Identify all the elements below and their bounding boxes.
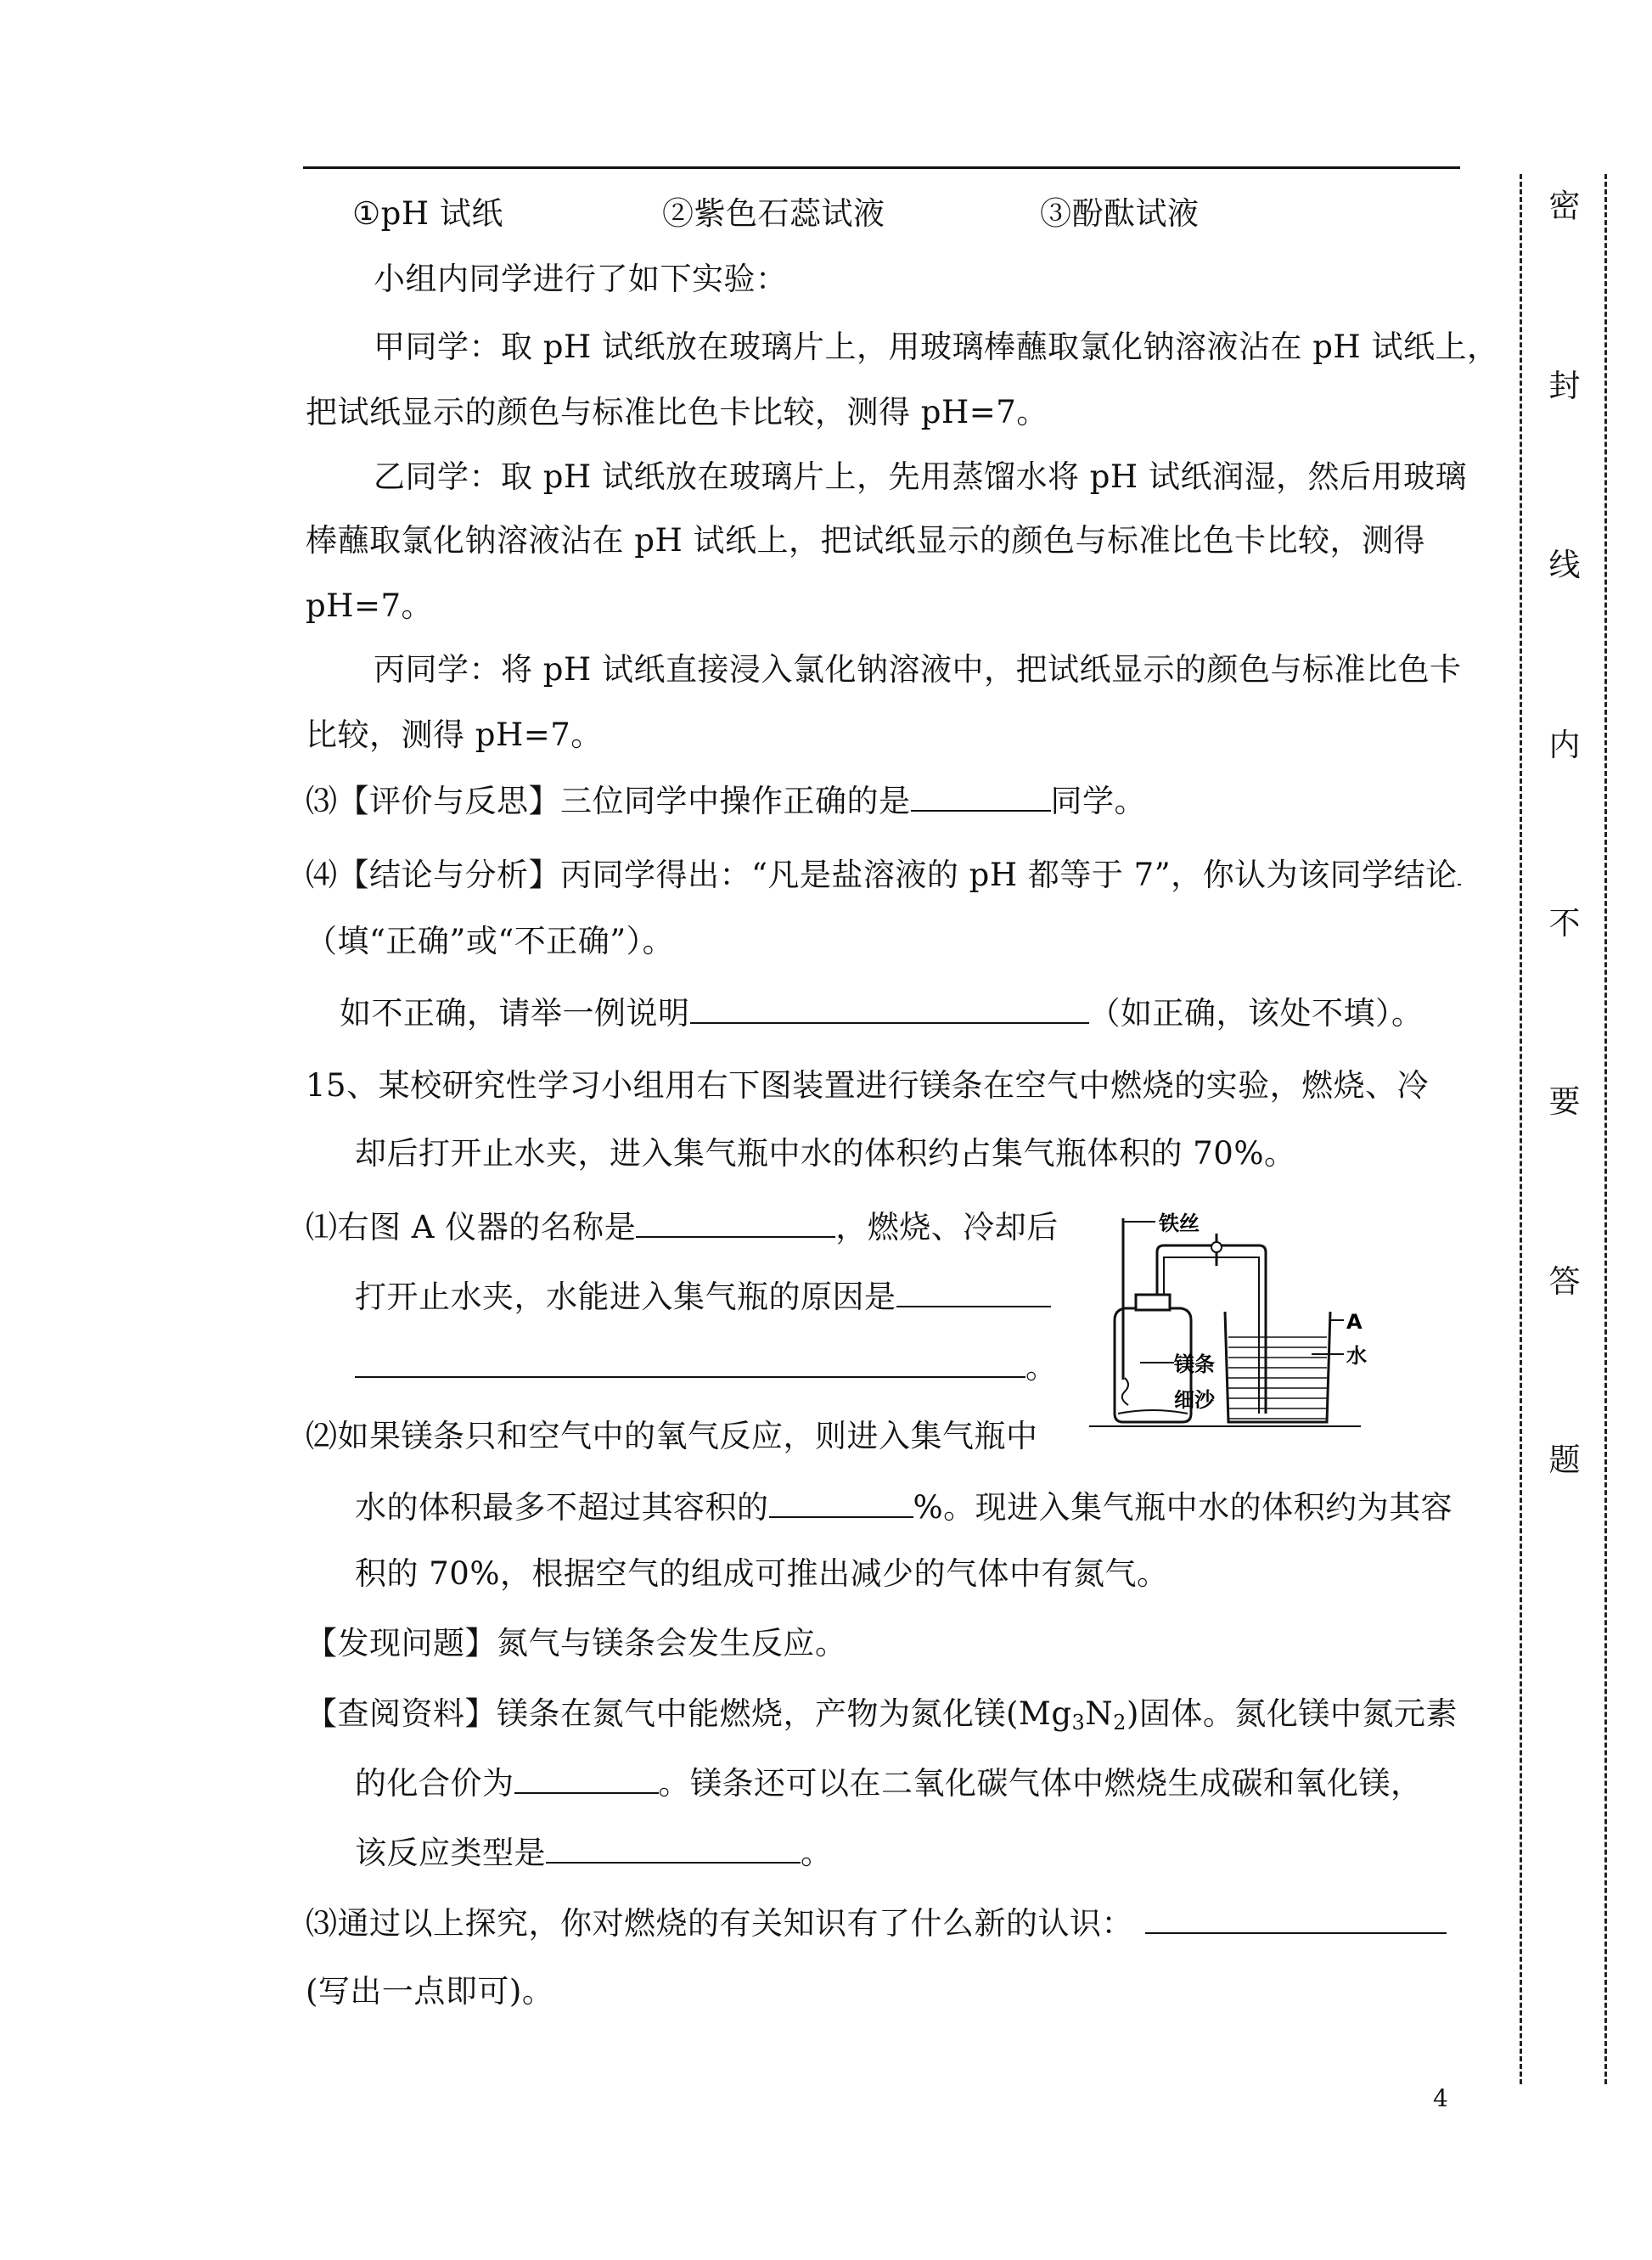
page-number: 4: [1433, 2084, 1448, 2112]
question-15-part-1: [306, 1206, 1059, 1248]
discover-problem: 【发现问题】氮气与镁条会发生反应。: [306, 1625, 847, 1661]
question-4-text: ⑷【结论与分析】丙同学得出：“凡是盐溶液的 pH 都等于 7”，你认为该同学结论: [306, 857, 1458, 893]
question-15-part-3-line-2: (写出一点即可)。: [306, 1973, 554, 2010]
reference-text: 【查阅资料】镁条在氮气中能燃烧，产物为氮化镁(Mg: [306, 1695, 1072, 1732]
answer-blank-reaction-type[interactable]: [546, 1831, 801, 1864]
question-4-line-1: [306, 853, 1461, 896]
experiment-intro: 小组内同学进行了如下实验：: [374, 261, 788, 297]
seal-char-7: 答: [1548, 1263, 1581, 1300]
answer-blank-percent[interactable]: [769, 1486, 913, 1518]
label-magnesium: 镁条: [1174, 1352, 1215, 1376]
question-3: [306, 779, 1146, 822]
reaction-type-text: 该反应类型是: [355, 1835, 546, 1871]
seal-char-6: 要: [1548, 1083, 1581, 1120]
beaker: [1225, 1312, 1330, 1422]
student-bing-line-1: 丙同学：将 pH 试纸直接浸入氯化钠溶液中，把试纸显示的颜色与标准比色卡: [374, 651, 1462, 688]
question-15-part-1-line-3: [355, 1346, 1058, 1388]
answer-blank-reason-1[interactable]: [896, 1275, 1051, 1307]
seal-char-2: 封: [1548, 368, 1581, 404]
seal-char-3: 线: [1548, 547, 1581, 583]
label-water: 水: [1346, 1344, 1367, 1368]
question-15-line-2: 却后打开止水夹，进入集气瓶中水的体积约占集气瓶体积的 70%。: [355, 1135, 1296, 1172]
question-15-part-3: [306, 1902, 1447, 1944]
header-rule: [303, 166, 1460, 169]
seal-line-left: [1520, 174, 1522, 2084]
valence-text: 的化合价为: [355, 1765, 514, 1802]
question-3-text: ⑶【评价与反思】三位同学中操作正确的是: [306, 783, 911, 819]
question-4-line-2: （填“正确”或“不正确”）。: [306, 923, 675, 959]
student-yi-line-1: 乙同学：取 pH 试纸放在玻璃片上，先用蒸馏水将 pH 试纸润湿，然后用玻璃: [374, 458, 1467, 495]
answer-blank-q4-example[interactable]: [690, 992, 1089, 1024]
reference-line-3: [355, 1831, 833, 1874]
question-15-part-2: ⑵如果镁条只和空气中的氧气反应，则进入集气瓶中: [306, 1418, 1038, 1454]
reference-end: 。: [801, 1835, 833, 1871]
indicator-1: ①pH 试纸: [352, 195, 503, 232]
subscript-2: 2: [1113, 1711, 1127, 1734]
question-4-line-3: [340, 992, 1424, 1034]
water-level-lines: [1228, 1337, 1327, 1419]
student-yi-line-2: 棒蘸取氯化钠溶液沾在 pH 试纸上，把试纸显示的颜色与标准比色卡比较，测得: [306, 522, 1425, 559]
student-jia-line-2: 把试纸显示的颜色与标准比色卡比较，测得 pH=7。: [306, 394, 1048, 430]
apparatus-figure: [1089, 1210, 1378, 1431]
reference-text-3: 。镁条还可以在二氧化碳气体中燃烧生成碳和氧化镁，: [658, 1765, 1423, 1802]
part-1-reason-text: 打开止水夹，水能进入集气瓶的原因是: [355, 1279, 896, 1315]
question-15-part-2-line-3: 积的 70%，根据空气的组成可推出减少的气体中有氮气。: [355, 1555, 1169, 1592]
student-bing-line-2: 比较，测得 pH=7。: [306, 717, 603, 753]
subscript-3: 3: [1071, 1711, 1086, 1734]
question-4-example-text: 如不正确，请举一例说明: [340, 995, 690, 1032]
student-jia-line-1: 甲同学：取 pH 试纸放在玻璃片上，用玻璃棒蘸取氯化钠溶液沾在 pH 试纸上，: [374, 329, 1499, 365]
question-3-tail: 同学。: [1050, 783, 1146, 819]
reference-line-2: [355, 1762, 1423, 1804]
answer-blank-reason-2[interactable]: [355, 1346, 1025, 1378]
part-2-text: 水的体积最多不超过其容积的: [355, 1489, 769, 1526]
question-15-part-2-line-2: [355, 1486, 1453, 1528]
answer-blank-instrument-name[interactable]: [636, 1206, 835, 1238]
magnesium-ribbon: [1122, 1378, 1128, 1405]
part-1-text: ⑴右图 A 仪器的名称是: [306, 1209, 637, 1245]
nitrogen-symbol: N: [1085, 1695, 1114, 1732]
answer-blank-new-knowledge[interactable]: [1145, 1902, 1447, 1934]
part-2-text-2: %。现进入集气瓶中水的体积约为其容: [913, 1489, 1453, 1526]
answer-blank-q4-conclusion[interactable]: [1458, 853, 1461, 885]
seal-char-5: 不: [1548, 905, 1581, 942]
answer-blank-valence[interactable]: [514, 1762, 659, 1794]
part-1-text-2: ，燃烧、冷却后: [835, 1209, 1059, 1245]
student-yi-line-3: pH=7。: [306, 587, 433, 624]
reference-line-1: [306, 1694, 1458, 1743]
indicator-2: ②紫色石蕊试液: [662, 195, 885, 232]
seal-char-1: 密: [1548, 188, 1581, 224]
question-15-line-1: 15、某校研究性学习小组用右下图装置进行镁条在空气中燃烧的实验，燃烧、冷: [306, 1067, 1430, 1104]
seal-char-8: 题: [1548, 1442, 1581, 1478]
question-4-example-tail: （如正确，该处不填）。: [1088, 995, 1424, 1032]
part-3-text: ⑶通过以上探究，你对燃烧的有关知识有了什么新的认识：: [306, 1905, 1133, 1942]
part-1-end: 。: [1025, 1349, 1058, 1386]
seal-line-right: [1604, 174, 1607, 2084]
label-iron-wire: 铁丝: [1159, 1212, 1200, 1235]
bottle-stopper: [1136, 1295, 1170, 1310]
question-15-part-1-line-2: [355, 1275, 1051, 1318]
label-A: A: [1346, 1310, 1363, 1334]
answer-blank-q3[interactable]: [911, 779, 1051, 812]
label-sand: 细沙: [1174, 1388, 1215, 1412]
indicator-3: ③酚酞试液: [1040, 195, 1200, 232]
reference-text-2: )固体。氮化镁中氮元素: [1126, 1695, 1458, 1732]
seal-char-4: 内: [1548, 727, 1581, 763]
clamp-screw: [1211, 1242, 1222, 1252]
